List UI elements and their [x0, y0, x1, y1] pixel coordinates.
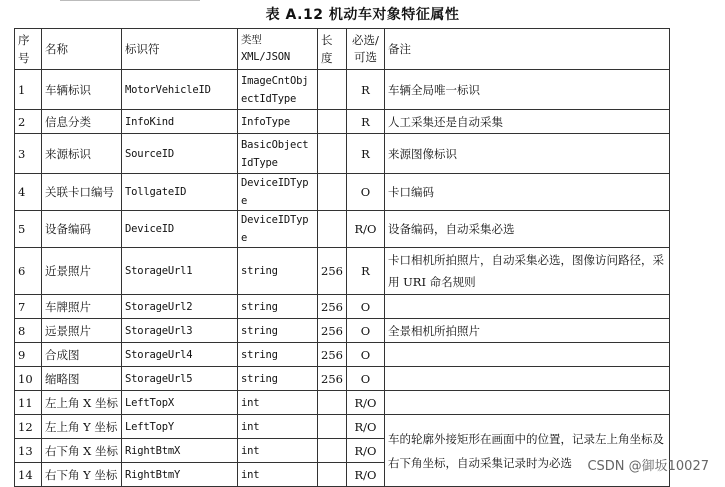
cell-no: 11	[15, 391, 42, 415]
cell-name: 右下角 X 坐标	[42, 439, 122, 463]
cell-required: O	[346, 319, 384, 343]
attribute-table	[14, 28, 670, 487]
cell-type: string	[238, 319, 318, 343]
table-row	[15, 70, 670, 110]
cell-type: InfoType	[238, 110, 318, 134]
cell-required: O	[346, 174, 384, 211]
cell-no: 7	[15, 295, 42, 319]
cell-length	[318, 134, 347, 174]
cell-length	[318, 174, 347, 211]
header-length: 长度	[318, 29, 347, 70]
cell-name: 远景照片	[42, 319, 122, 343]
cell-type: string	[238, 367, 318, 391]
cell-name: 车牌照片	[42, 295, 122, 319]
cell-note: 来源图像标识	[384, 134, 669, 174]
cell-identifier: StorageUrl1	[122, 248, 238, 295]
header-note: 备注	[384, 29, 669, 70]
table-row	[15, 134, 670, 174]
cell-identifier: LeftTopX	[122, 391, 238, 415]
table-row	[15, 174, 670, 211]
table-row	[15, 110, 670, 134]
cell-no: 6	[15, 248, 42, 295]
cell-no: 9	[15, 343, 42, 367]
cell-identifier: StorageUrl3	[122, 319, 238, 343]
cell-name: 信息分类	[42, 110, 122, 134]
cell-name: 车辆标识	[42, 70, 122, 110]
cell-note: 卡口编码	[384, 174, 669, 211]
cell-required: R	[346, 134, 384, 174]
cell-required: R/O	[346, 439, 384, 463]
cell-no: 8	[15, 319, 42, 343]
cell-identifier: RightBtmY	[122, 463, 238, 487]
cell-no: 4	[15, 174, 42, 211]
header-identifier: 标识符	[122, 29, 238, 70]
table-header-row	[15, 29, 670, 70]
cell-type: int	[238, 463, 318, 487]
cell-identifier: StorageUrl4	[122, 343, 238, 367]
watermark: CSDN @御坂10027	[587, 459, 709, 474]
cell-length: 256	[318, 295, 347, 319]
cell-no: 13	[15, 439, 42, 463]
cell-name: 缩略图	[42, 367, 122, 391]
cell-type: string	[238, 343, 318, 367]
header-required: 必选/ 可选	[346, 29, 384, 70]
cell-required: R/O	[346, 211, 384, 248]
cell-note: 人工采集还是自动采集	[384, 110, 669, 134]
cell-name: 左上角 Y 坐标	[42, 415, 122, 439]
cell-length	[318, 439, 347, 463]
cell-type: string	[238, 248, 318, 295]
cell-required: R/O	[346, 463, 384, 487]
header-type: 类型 XML/JSON	[238, 29, 318, 70]
table-row	[15, 367, 670, 391]
table-row	[15, 248, 670, 295]
cell-required: O	[346, 343, 384, 367]
cell-note: 全景相机所拍照片	[384, 319, 669, 343]
cell-identifier: LeftTopY	[122, 415, 238, 439]
cell-length: 256	[318, 248, 347, 295]
cell-type: DeviceIDType	[238, 174, 318, 211]
cell-name: 右下角 Y 坐标	[42, 463, 122, 487]
header-name: 名称	[42, 29, 122, 70]
cell-note	[384, 343, 669, 367]
cell-type: int	[238, 415, 318, 439]
cell-required: O	[346, 367, 384, 391]
table-row	[15, 343, 670, 367]
cell-name: 合成图	[42, 343, 122, 367]
cell-identifier: MotorVehicleID	[122, 70, 238, 110]
cell-note	[384, 367, 669, 391]
cell-name: 左上角 X 坐标	[42, 391, 122, 415]
table-row	[15, 415, 670, 439]
cell-note	[384, 391, 669, 415]
cell-no: 10	[15, 367, 42, 391]
cell-type: string	[238, 295, 318, 319]
cell-length	[318, 211, 347, 248]
cell-length	[318, 70, 347, 110]
cell-note: 车辆全局唯一标识	[384, 70, 669, 110]
cell-required: R/O	[346, 391, 384, 415]
cell-required: R	[346, 110, 384, 134]
cell-no: 2	[15, 110, 42, 134]
cell-type: DeviceIDType	[238, 211, 318, 248]
cell-required: R	[346, 70, 384, 110]
cell-type: ImageCntObjectIdType	[238, 70, 318, 110]
cell-no: 1	[15, 70, 42, 110]
cell-identifier: StorageUrl5	[122, 367, 238, 391]
table-row	[15, 295, 670, 319]
cell-name: 近景照片	[42, 248, 122, 295]
cell-length: 256	[318, 343, 347, 367]
table-row	[15, 391, 670, 415]
cell-required: R	[346, 248, 384, 295]
cell-length	[318, 415, 347, 439]
table-row	[15, 211, 670, 248]
cell-identifier: SourceID	[122, 134, 238, 174]
cell-identifier: StorageUrl2	[122, 295, 238, 319]
cell-type: int	[238, 439, 318, 463]
cell-note-merged: 车的轮廓外接矩形在画面中的位置，记录左上角坐标及右下角坐标，自动采集记录时为必选	[384, 415, 669, 487]
cell-type: int	[238, 391, 318, 415]
cell-identifier: InfoKind	[122, 110, 238, 134]
cell-name: 设备编码	[42, 211, 122, 248]
cell-required: R/O	[346, 415, 384, 439]
cell-no: 12	[15, 415, 42, 439]
header-no: 序号	[15, 29, 42, 70]
cell-name: 关联卡口编号	[42, 174, 122, 211]
cell-no: 5	[15, 211, 42, 248]
cell-no: 14	[15, 463, 42, 487]
cell-type: BasicObjectIdType	[238, 134, 318, 174]
cell-identifier: TollgateID	[122, 174, 238, 211]
cell-length	[318, 391, 347, 415]
cell-identifier: DeviceID	[122, 211, 238, 248]
table-title: 表 A.12 机动车对象特征属性	[265, 7, 460, 23]
cell-length	[318, 463, 347, 487]
cell-note: 卡口相机所拍照片，自动采集必选，图像访问路径，采用 URI 命名规则	[384, 248, 669, 295]
cell-name: 来源标识	[42, 134, 122, 174]
top-divider	[60, 0, 200, 1]
table-row	[15, 319, 670, 343]
cell-required: O	[346, 295, 384, 319]
cell-identifier: RightBtmX	[122, 439, 238, 463]
cell-length: 256	[318, 319, 347, 343]
cell-length	[318, 110, 347, 134]
cell-length: 256	[318, 367, 347, 391]
cell-note	[384, 295, 669, 319]
cell-no: 3	[15, 134, 42, 174]
cell-note: 设备编码，自动采集必选	[384, 211, 669, 248]
